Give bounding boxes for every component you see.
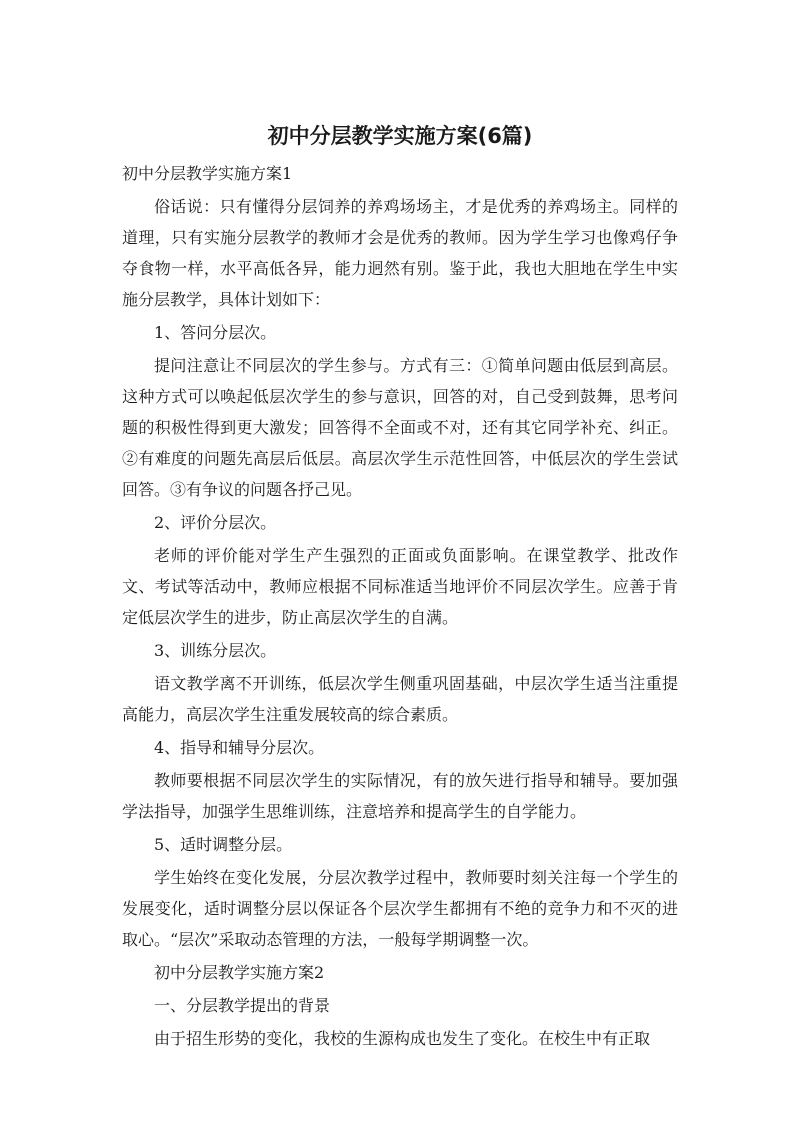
paragraph: 2、评价分层次。 bbox=[154, 513, 277, 532]
paragraph: 语文教学离不开训练，低层次学生侧重巩固基础，中层次学生适当注重提高能力，高层次学生注重发展较高的综合素质。 bbox=[122, 674, 678, 724]
paragraph: 俗话说：只有懂得分层饲养的养鸡场场主，才是优秀的养鸡场主。同样的道理，只有实施分层教学的教师才会是优秀的教师。因为学生学习也像鸡仔争夺食物一样，水平高低各异，能力迥然有别。鉴于此，我也大胆地在学生中实施分层教学，具体计划如下： bbox=[122, 197, 678, 309]
paragraph: 4、指导和辅导分层次。 bbox=[154, 738, 325, 757]
paragraph: 初中分层教学实施方案2 bbox=[154, 963, 325, 982]
paragraph: 初中分层教学实施方案1 bbox=[122, 164, 293, 183]
paragraph: 提问注意让不同层次的学生参与。方式有三：①简单问题由低层到高层。这种方式可以唤起低层次学生的参与意识，回答的对，自己受到鼓舞，思考问题的积极性得到更大激发；回答得不全面或不对，还有其它同学补充、纠正。②有难度的问题先高层后低层。高层次学生示范性回答，中低层次的学生尝试回答。③有争议的问题各抒己见。 bbox=[122, 356, 678, 499]
paragraph: 老师的评价能对学生产生强烈的正面或负面影响。在课堂教学、批改作文、考试等活动中，教师应根据不同标准适当地评价不同层次学生。应善于肯定低层次学生的进步，防止高层次学生的自满。 bbox=[122, 546, 678, 627]
paragraph: 教师要根据不同层次学生的实际情况，有的放矢进行指导和辅导。要加强学法指导，加强学生思维训练，注意培养和提高学生的自学能力。 bbox=[122, 771, 678, 821]
paragraph: 1、答问分层次。 bbox=[154, 323, 277, 342]
document-title: 初中分层教学实施方案(6篇) bbox=[267, 124, 533, 148]
paragraph: 由于招生形势的变化，我校的生源构成也发生了变化。在校生中有正取 bbox=[154, 1029, 651, 1048]
paragraph: 学生始终在变化发展，分层次教学过程中，教师要时刻关注每一个学生的发展变化，适时调整分层以保证各个层次学生都拥有不绝的竞争力和不灭的进取心。“层次”采取动态管理的方法，一般每学期调整一次。 bbox=[122, 868, 678, 949]
paragraph: 一、分层教学提出的背景 bbox=[154, 996, 331, 1015]
paragraph: 5、适时调整分层。 bbox=[154, 835, 293, 854]
paragraph: 3、训练分层次。 bbox=[154, 641, 277, 660]
document-body bbox=[122, 158, 678, 1056]
